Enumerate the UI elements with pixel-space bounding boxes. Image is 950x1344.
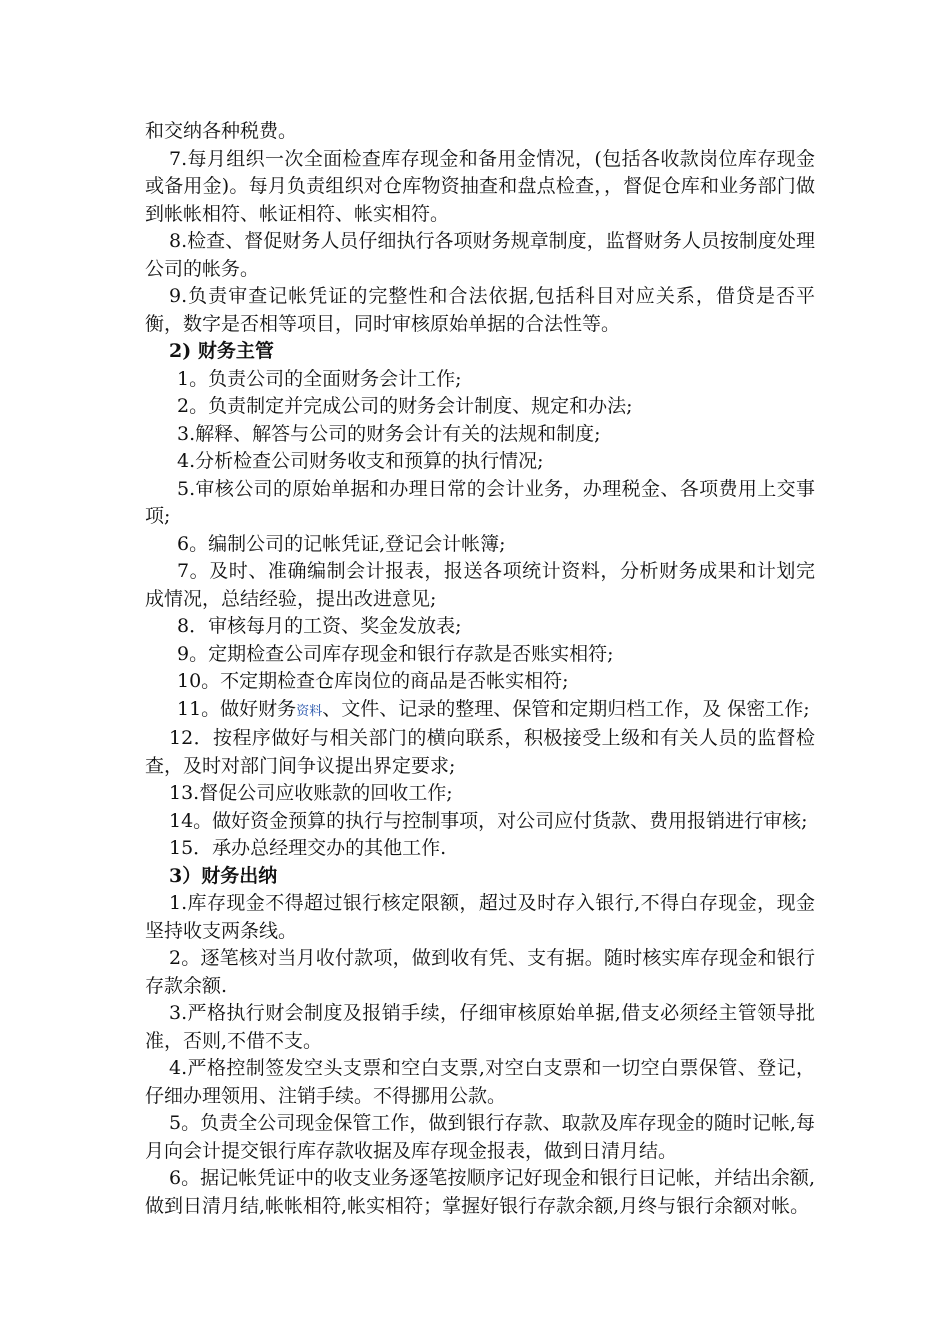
supervisor-item-3: 3.解释、解答与公司的财务会计有关的法规和制度; [177,422,601,445]
section-heading-finance-supervisor: 2) 财务主管 [169,340,274,362]
supervisor-item-13: 13.督促公司应收账款的回收工作; [169,782,453,804]
supervisor-item-12: 12．按程序做好与相关部门的横向联系，积极接受上级和有关人员的监督检查，及时对部门间争议提出界定要求; [145,727,815,777]
supervisor-item-8: 8．审核每月的工资、奖金发放表; [177,615,462,637]
supervisor-item-11-text-before: 11。做好财务 [177,697,297,720]
materials-link[interactable]: 资料 [296,703,323,719]
supervisor-item-6: 6。编制公司的记帐凭证,登记会计帐簿; [177,532,506,555]
paragraph-item-7: 7.每月组织一次全面检查库存现金和备用金情况，(包括各收款岗位库存现金或备用金)。每月负责组织对仓库物资抽查和盘点检查，，督促仓库和业务部门做到帐帐相符、帐证相符、帐实相符。 [145,147,815,225]
supervisor-item-10: 10。不定期检查仓库岗位的商品是否帐实相符; [177,670,569,692]
supervisor-item-11-text-after: 、文件、记录的整理、保管和定期归档工作，及 保密工作; [322,697,810,720]
supervisor-item-5: 5.审核公司的原始单据和办理日常的会计业务，办理税金、各项费用上交事项; [145,477,815,527]
supervisor-item-14: 14。做好资金预算的执行与控制事项，对公司应付货款、费用报销进行审核; [169,809,808,832]
supervisor-item-1: 1。负责公司的全面财务会计工作; [177,367,462,390]
paragraph-item-8: 8.检查、督促财务人员仔细执行各项财务规章制度，监督财务人员按制度处理公司的帐务。 [145,230,815,280]
cashier-item-1: 1.库存现金不得超过银行核定限额，超过及时存入银行,不得白存现金，现金坚持收支两条线。 [145,892,815,942]
supervisor-item-15: 15．承办总经理交办的其他工作. [169,837,447,859]
supervisor-item-11 [145,696,815,726]
cashier-item-3: 3.严格执行财会制度及报销手续，仔细审核原始单据,借支必须经主管领导批准，否则,不借不支。 [145,1002,815,1052]
cashier-item-4: 4.严格控制签发空头支票和空白支票,对空白支票和一切空白票保管、登记，仔细办理领用、注销手续。不得挪用公款。 [145,1057,815,1107]
cashier-item-5: 5。负责全公司现金保管工作，做到银行存款、取款及库存现金的随时记帐,每月向会计提交银行库存款收据及库存现金报表，做到日清月结。 [145,1112,815,1162]
cashier-item-6: 6。据记帐凭证中的收支业务逐笔按顺序记好现金和银行日记帐，并结出余额,做到日清月结,帐帐相符,帐实相符；掌握好银行存款余额,月终与银行余额对帐。 [145,1167,815,1217]
paragraph-tax: 和交纳各种税费。 [145,120,298,142]
cashier-item-2: 2。逐笔核对当月收付款项，做到收有凭、支有据。随时核实库存现金和银行存款余额. [145,947,815,997]
document-body [145,118,815,1220]
supervisor-item-4: 4.分析检查公司财务收支和预算的执行情况; [177,450,544,472]
paragraph-item-9: 9.负责审查记帐凭证的完整性和合法依据,包括科目对应关系，借贷是否平衡，数字是否相等项目，同时审核原始单据的合法性等。 [145,285,815,335]
supervisor-item-9: 9。定期检查公司库存现金和银行存款是否账实相符; [177,642,614,665]
supervisor-item-7: 7。及时、准确编制会计报表，报送各项统计资料，分析财务成果和计划完成情况，总结经验，提出改进意见; [145,560,815,610]
supervisor-item-2: 2。负责制定并完成公司的财务会计制度、规定和办法; [177,395,633,417]
section-heading-cashier: 3）财务出纳 [169,864,278,887]
